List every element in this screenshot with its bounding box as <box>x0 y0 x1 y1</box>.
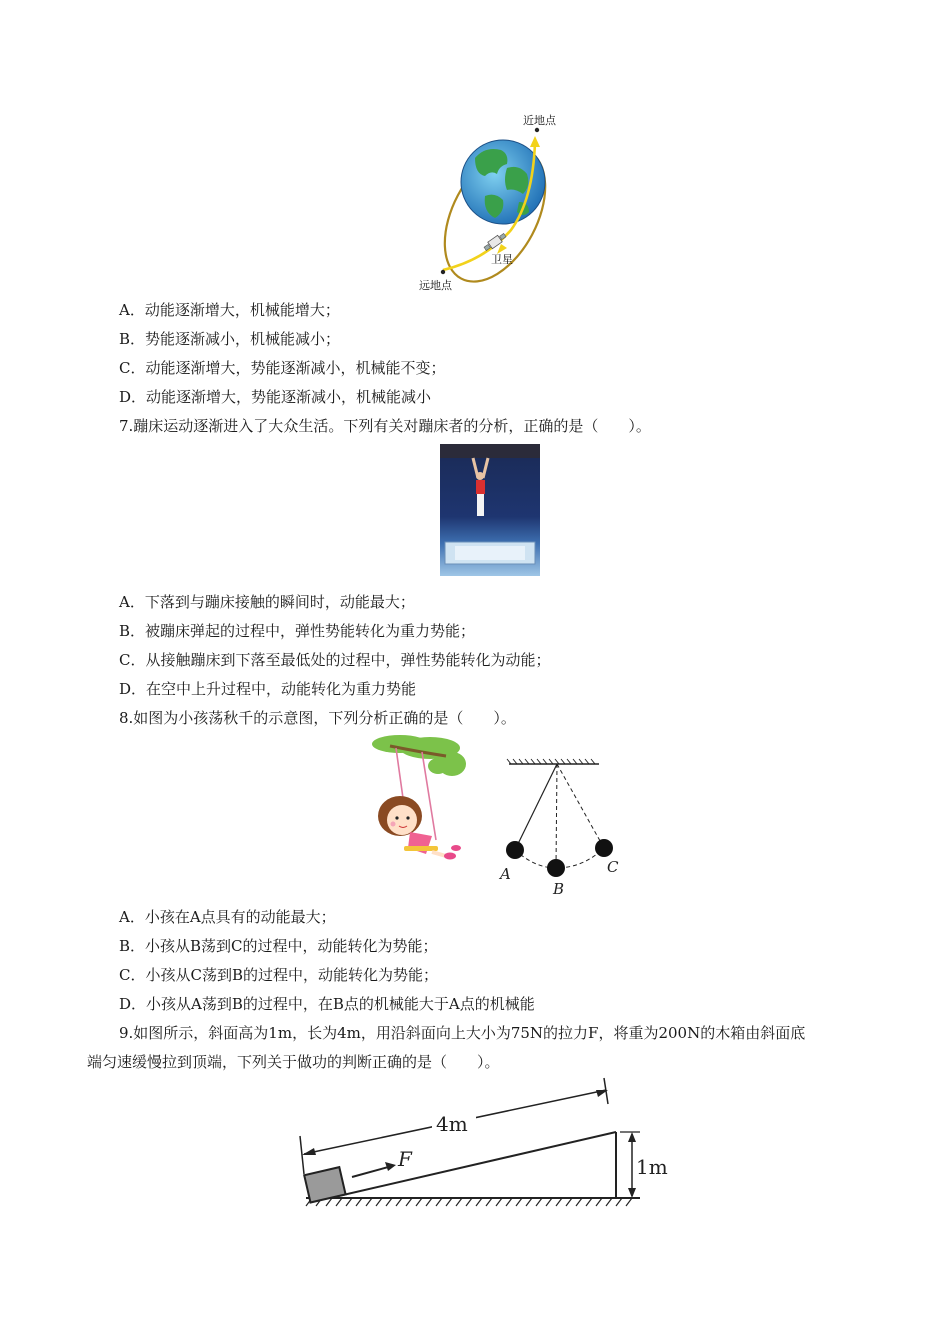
q8-stem: 8.如图为小孩荡秋千的示意图，下列分析正确的是（ ）。 <box>119 709 516 727</box>
satellite-label: 卫星 <box>491 253 513 266</box>
force-arrow <box>352 1166 392 1177</box>
pendulum-ball-a <box>506 841 524 859</box>
force-arrow-head-icon <box>385 1162 396 1171</box>
q9-stem-line-1: 9.如图所示，斜面高为1m，长为4m，用沿斜面向上大小为75N的拉力F，将重为200N的木箱由斜面底 <box>119 1024 806 1042</box>
incline-diagram <box>290 1074 670 1214</box>
point-a-label: A <box>500 865 511 883</box>
swing-cartoon <box>360 734 470 874</box>
q8-option-c[interactable]: C．小孩从C荡到B的过程中，动能转化为势能； <box>119 966 438 984</box>
pendulum-diagram <box>495 758 625 898</box>
force-label: F <box>398 1147 412 1171</box>
q8-option-a[interactable]: A．小孩在A点具有的动能最大； <box>119 908 336 926</box>
pendulum-ball-c <box>595 839 613 857</box>
q7-option-c[interactable]: C．从接触蹦床到下落至最低处的过程中，弹性势能转化为动能； <box>119 651 551 669</box>
satellite-orbit-figure <box>415 110 575 295</box>
point-c-label: C <box>607 858 619 876</box>
girl-figure <box>378 796 461 860</box>
q6-option-c[interactable]: C．动能逐渐增大，势能逐渐减小，机械能不变； <box>119 359 446 377</box>
q6-option-b[interactable]: B．势能逐渐减小，机械能减小； <box>119 330 341 348</box>
q6-option-d[interactable]: D．动能逐渐增大，势能逐渐减小，机械能减小 <box>119 388 432 406</box>
apogee-label: 远地点 <box>419 279 452 292</box>
q7-option-d[interactable]: D．在空中上升过程中，动能转化为重力势能 <box>119 680 417 698</box>
perigee-dot <box>535 128 539 132</box>
pendulum-ball-b <box>547 859 565 877</box>
q7-option-b[interactable]: B．被蹦床弹起的过程中，弹性势能转化为重力势能； <box>119 622 476 640</box>
pendulum-string <box>515 764 557 850</box>
q6-option-a[interactable]: A．动能逐渐增大，机械能增大； <box>119 301 340 319</box>
apogee-dot <box>441 270 445 274</box>
point-b-label: B <box>553 880 565 898</box>
q8-option-d[interactable]: D．小孩从A荡到B的过程中，在B点的机械能大于A点的机械能 <box>119 995 535 1013</box>
tree-leaves-icon <box>372 735 466 776</box>
trampoline-photo <box>440 444 540 576</box>
q7-stem: 7.蹦床运动逐渐进入了大众生活。下列有关对蹦床者的分析，正确的是（ ）。 <box>119 417 651 435</box>
height-label: 1m <box>636 1155 668 1179</box>
length-label: 4m <box>436 1112 468 1136</box>
q9-stem-line-2: 端匀速缓慢拉到顶端，下列关于做功的判断正确的是（ ）。 <box>87 1053 500 1071</box>
perigee-label: 近地点 <box>523 114 556 127</box>
q7-option-a[interactable]: A．下落到与蹦床接触的瞬间时，动能最大； <box>119 593 415 611</box>
incline-surface <box>330 1132 616 1198</box>
orbit-arrow-icon <box>530 136 540 147</box>
q8-option-b[interactable]: B．小孩从B荡到C的过程中，动能转化为势能； <box>119 937 438 955</box>
